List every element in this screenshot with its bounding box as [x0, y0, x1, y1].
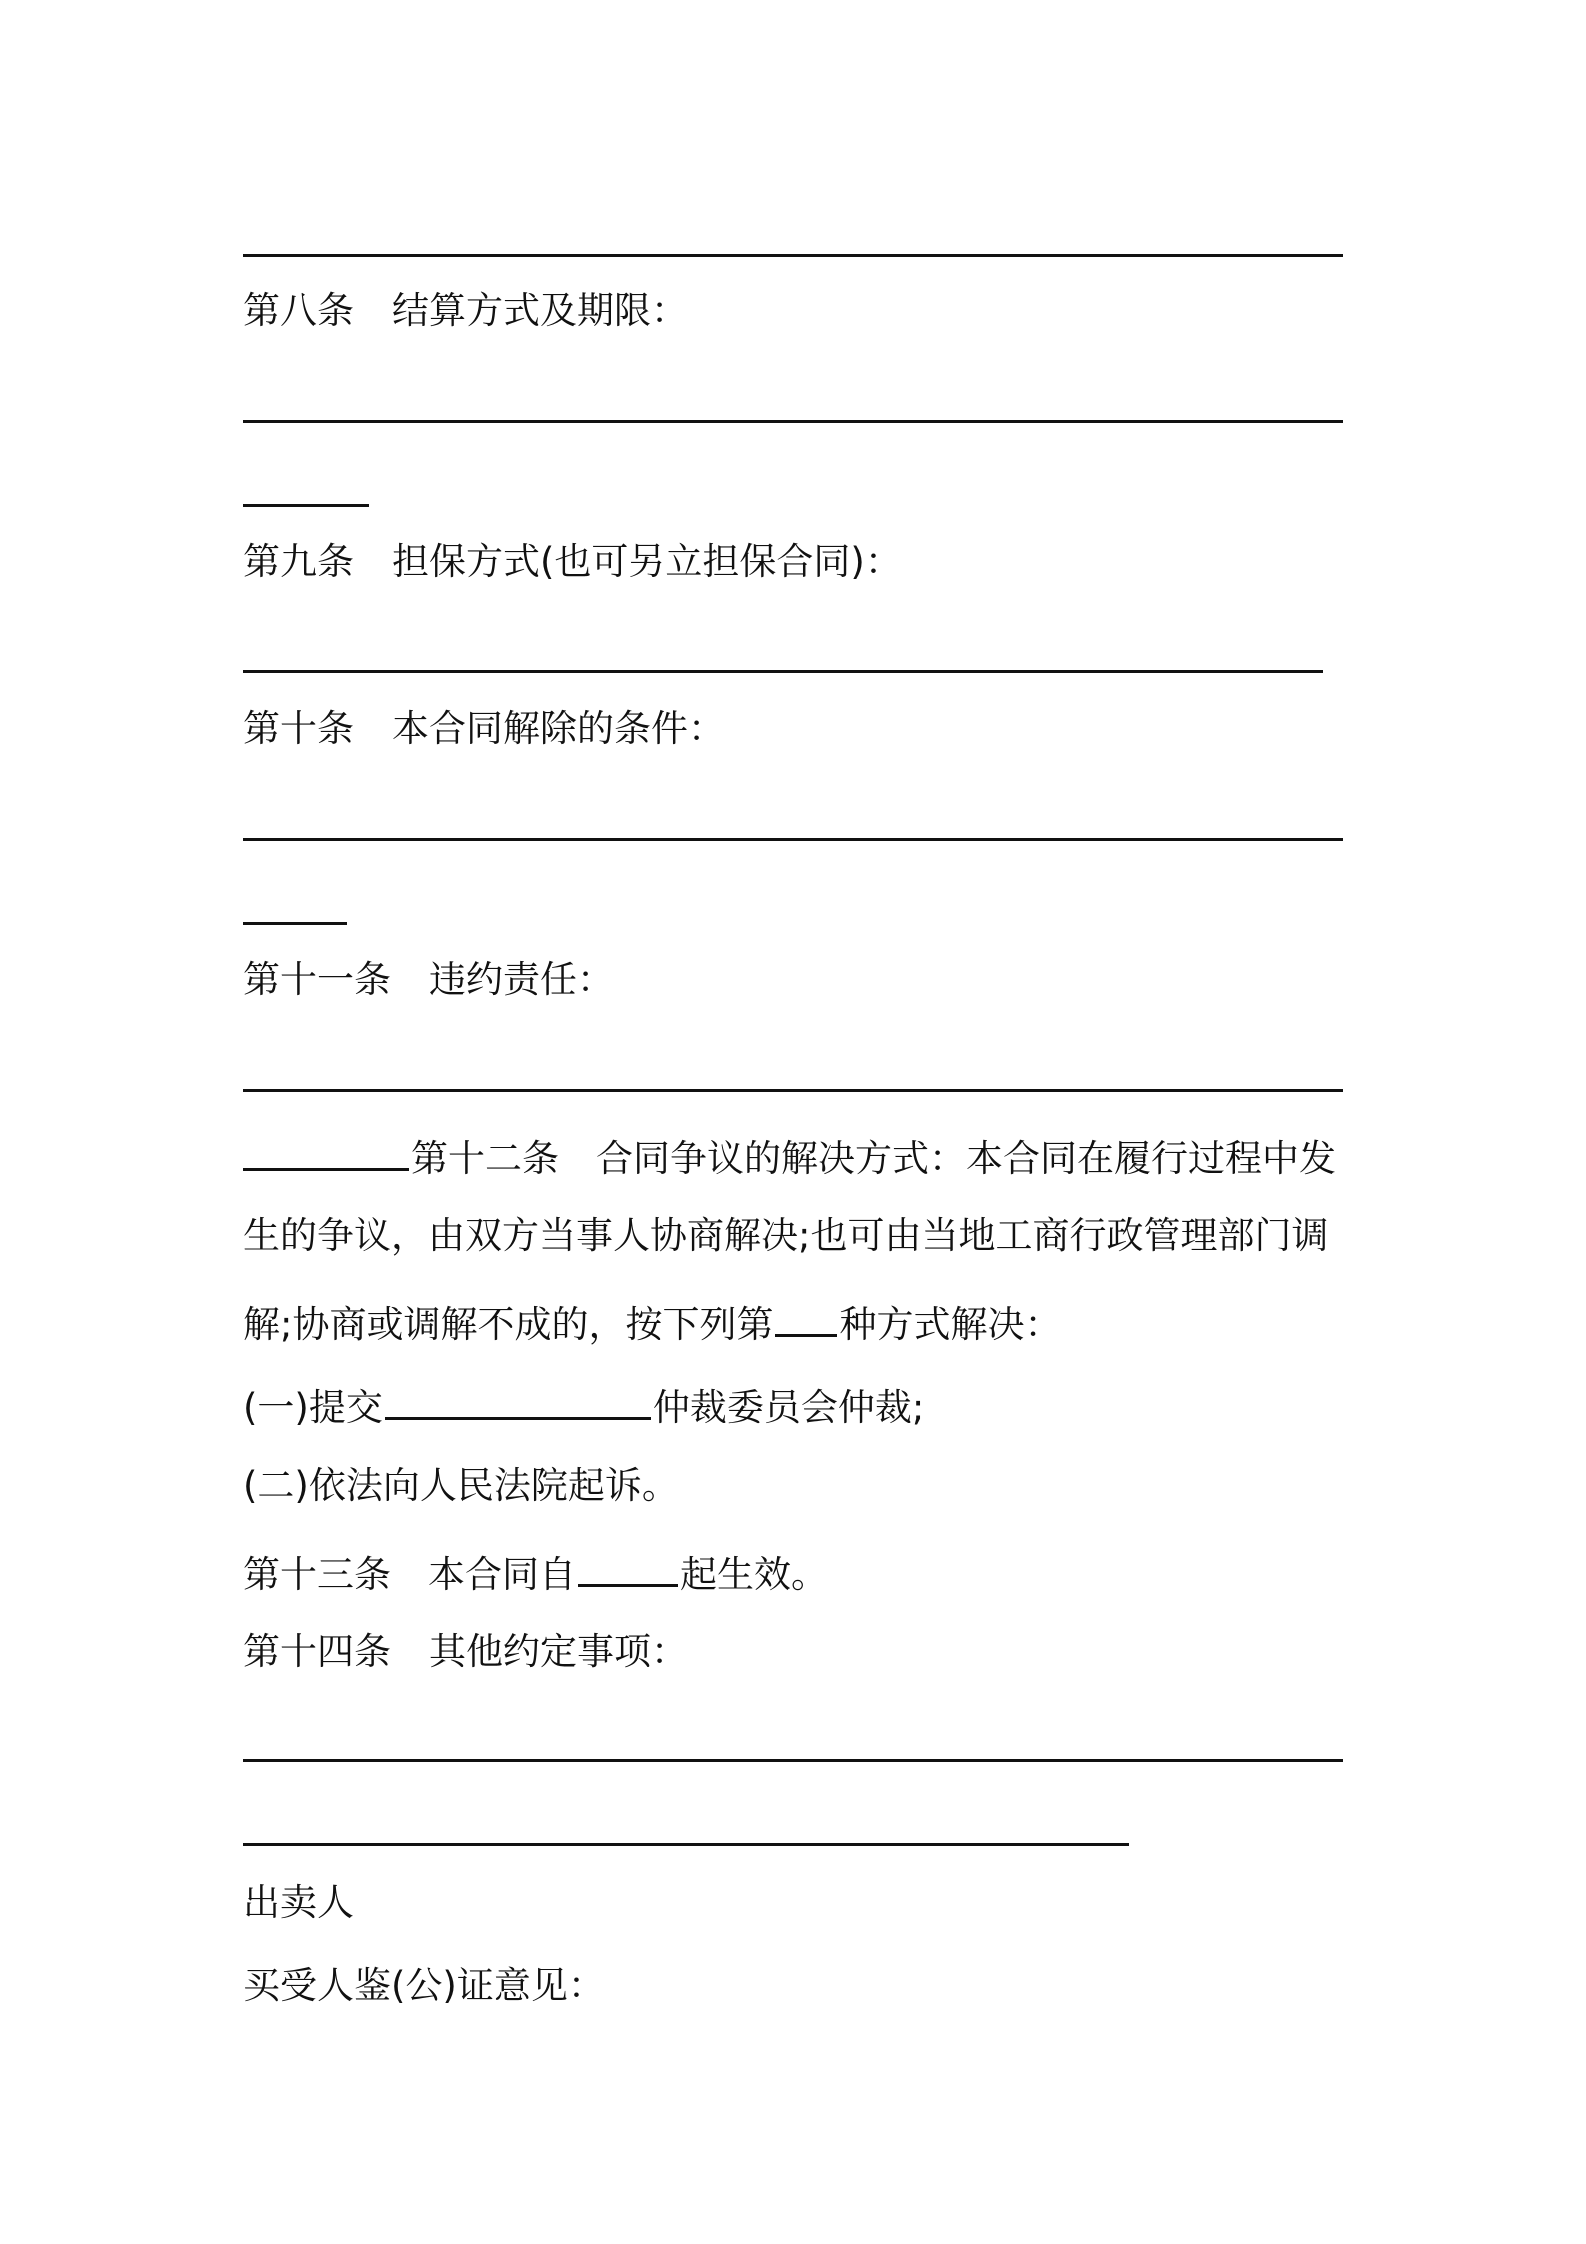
article-10-heading	[243, 704, 1363, 754]
option-text: (一)提交	[243, 1386, 383, 1429]
article-text: 第十三条 本合同自	[243, 1553, 576, 1596]
buyer-text: 买受人鉴(公)证意见：	[243, 1964, 605, 2007]
article-number: 第十条	[243, 707, 354, 750]
article-number: 第九条	[243, 540, 354, 583]
article-9-heading	[243, 537, 1363, 587]
article-12-line-3	[243, 1294, 1363, 1350]
article-title: 担保方式(也可另立担保合同)：	[392, 540, 902, 583]
article-8-heading	[243, 286, 1363, 336]
blank-underline	[243, 1128, 409, 1171]
seller-text: 出卖人	[243, 1881, 354, 1924]
blank-rule	[243, 670, 1323, 673]
blank-rule	[243, 1089, 1343, 1092]
article-number: 第十四条	[243, 1630, 391, 1673]
article-text: 起生效。	[680, 1553, 828, 1596]
article-text: 解;协商或调解不成的，按下列第	[243, 1303, 774, 1346]
seller-label	[243, 1878, 1363, 1928]
option-text: (二)依法向人民法院起诉。	[243, 1464, 679, 1507]
option-2	[243, 1461, 1363, 1511]
blank-rule	[243, 1843, 1129, 1846]
article-12-line-2	[243, 1211, 1363, 1261]
blank-underline	[775, 1294, 837, 1337]
blank-rule	[243, 838, 1343, 841]
article-13	[243, 1544, 1363, 1600]
buyer-notarization-label	[243, 1961, 1363, 2011]
blank-rule	[243, 1759, 1343, 1762]
article-title: 本合同解除的条件：	[392, 707, 725, 750]
option-1	[243, 1377, 1363, 1433]
article-number: 第八条	[243, 289, 354, 332]
blank-rule	[243, 504, 369, 507]
blank-rule	[243, 254, 1343, 257]
article-title: 违约责任：	[429, 958, 614, 1001]
blank-rule	[243, 420, 1343, 423]
article-text: 第十二条 合同争议的解决方式：本合同在履行过程中发	[411, 1137, 1336, 1180]
article-number: 第十一条	[243, 958, 391, 1001]
article-11-heading	[243, 955, 1363, 1005]
article-12-line-1	[243, 1128, 1363, 1184]
blank-rule	[243, 922, 347, 925]
blank-underline	[578, 1544, 678, 1587]
article-text: 生的争议，由双方当事人协商解决;也可由当地工商行政管理部门调	[243, 1214, 1329, 1257]
article-title: 结算方式及期限：	[392, 289, 688, 332]
option-text: 仲裁委员会仲裁;	[652, 1386, 925, 1429]
article-title: 其他约定事项：	[429, 1630, 688, 1673]
article-14-heading	[243, 1627, 1363, 1677]
blank-underline	[385, 1377, 651, 1420]
article-text: 种方式解决：	[839, 1303, 1062, 1346]
